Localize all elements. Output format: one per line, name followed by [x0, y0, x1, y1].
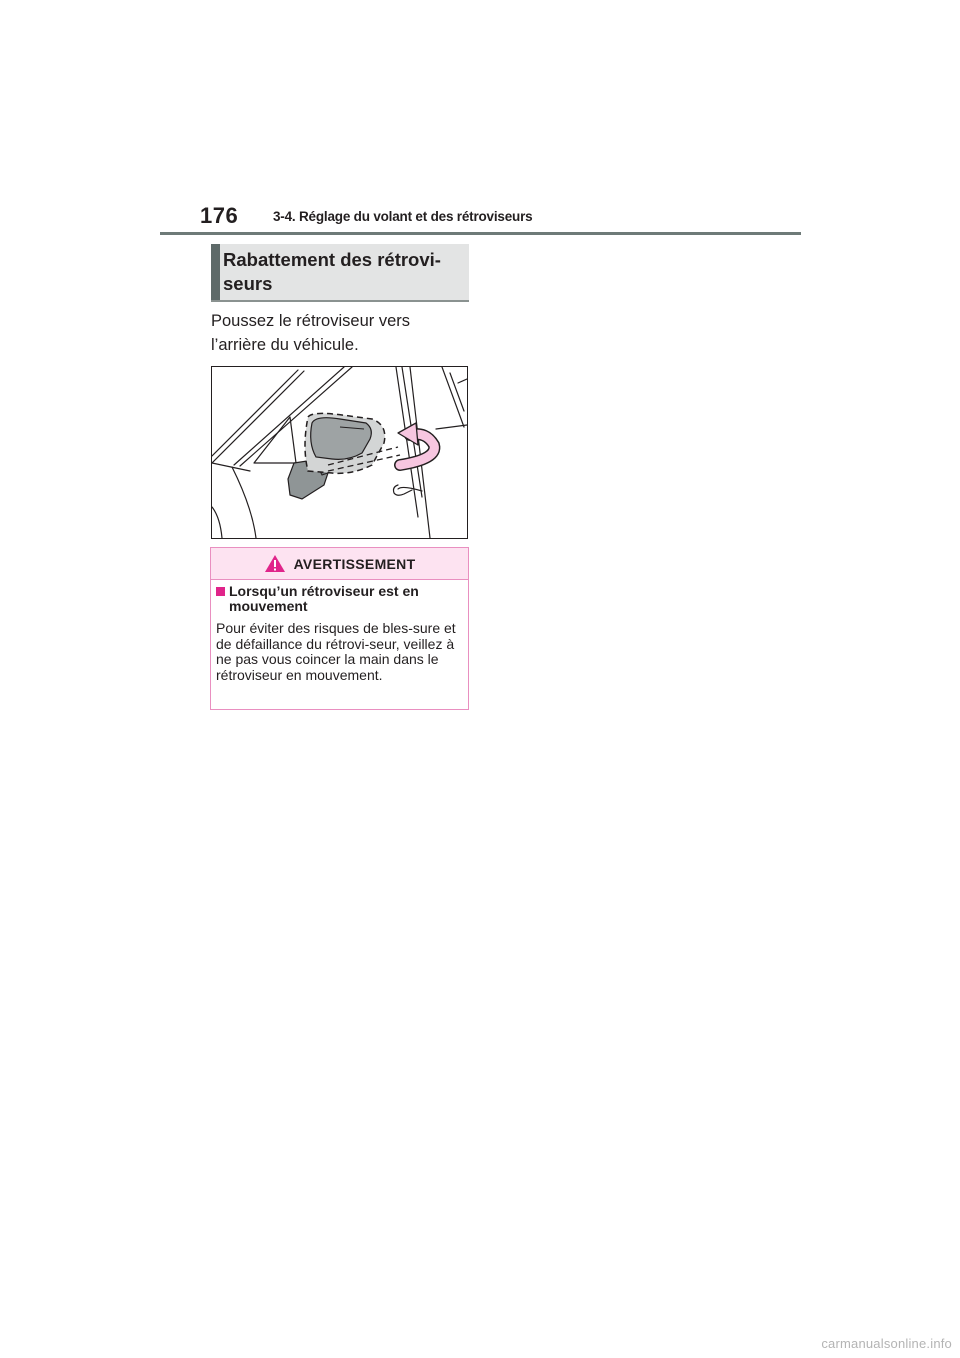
section-heading [211, 244, 469, 302]
warning-subheading [216, 584, 461, 614]
warning-subheading-text: Lorsqu’un rétroviseur est en mouvement [229, 583, 419, 614]
warning-text: Pour éviter des risques de bles-sure et de défaillance du rétrovi-seur, veillez à ne pas vous coincer la main dans le rétroviseur en mouvement. [216, 620, 456, 683]
page-number: 176 [200, 203, 239, 228]
section-body-text: Poussez le rétroviseur vers l’arrière du véhicule. [211, 312, 410, 354]
warning-triangle-icon [264, 554, 286, 573]
rotation-arrow-icon [398, 423, 434, 465]
chapter-title: 3-4. Réglage du volant et des rétroviseurs [273, 209, 533, 224]
section-heading-bar [211, 244, 220, 300]
mirror-folding-illustration [211, 366, 468, 539]
warning-header [211, 548, 468, 580]
warning-label: AVERTISSEMENT [293, 555, 416, 572]
header-rule [160, 232, 801, 235]
section-heading-text: Rabattement des rétrovi-seurs [223, 249, 441, 294]
warning-box [210, 547, 469, 710]
footer-watermark: carmanualsonline.info [821, 1336, 952, 1351]
square-bullet-icon [216, 587, 225, 596]
